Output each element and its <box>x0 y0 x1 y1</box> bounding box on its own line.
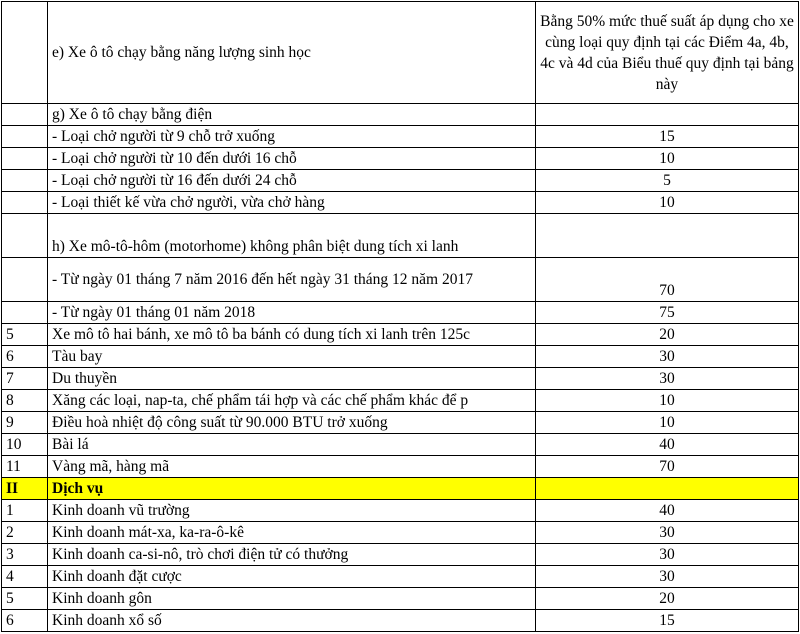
row-rate: 75 <box>536 302 799 324</box>
row-rate: 5 <box>536 170 799 192</box>
row-rate: 20 <box>536 324 799 346</box>
row-number: 2 <box>2 522 48 544</box>
row-description: e) Xe ô tô chạy bằng năng lượng sinh học <box>48 2 536 104</box>
row-rate: 40 <box>536 434 799 456</box>
row-rate: 30 <box>536 566 799 588</box>
row-rate: 10 <box>536 192 799 214</box>
row-description: - Loại chở người từ 16 đến dưới 24 chỗ <box>48 170 536 192</box>
row-description: g) Xe ô tô chạy bằng điện <box>48 104 536 126</box>
row-rate: 30 <box>536 522 799 544</box>
row-number: 1 <box>2 500 48 522</box>
tax-rate-table <box>1 1 799 632</box>
row-description: Điều hoà nhiệt độ công suất từ 90.000 BTU trở xuống <box>48 412 536 434</box>
row-number <box>2 126 48 148</box>
table-row <box>2 214 799 258</box>
row-rate: 10 <box>536 148 799 170</box>
row-rate: 10 <box>536 412 799 434</box>
row-rate: 15 <box>536 126 799 148</box>
row-description: - Từ ngày 01 tháng 7 năm 2016 đến hết ngày 31 tháng 12 năm 2017 <box>48 258 536 302</box>
row-number: 8 <box>2 390 48 412</box>
row-number <box>2 148 48 170</box>
row-description: Kinh doanh gôn <box>48 588 536 610</box>
table-row <box>2 2 799 104</box>
row-description: Kinh doanh đặt cược <box>48 566 536 588</box>
table-row <box>2 302 799 324</box>
row-number <box>2 258 48 302</box>
table-row <box>2 258 799 302</box>
row-description: - Loại chở người từ 10 đến dưới 16 chỗ <box>48 148 536 170</box>
row-description: Kinh doanh mát-xa, ka-ra-ô-kê <box>48 522 536 544</box>
row-number <box>2 214 48 258</box>
row-description: Kinh doanh ca-si-nô, trò chơi điện tử có thưởng <box>48 544 536 566</box>
row-description: - Loại thiết kế vừa chở người, vừa chở hàng <box>48 192 536 214</box>
row-rate: 30 <box>536 544 799 566</box>
row-description: Du thuyền <box>48 368 536 390</box>
row-rate: 10 <box>536 390 799 412</box>
row-description: Tàu bay <box>48 346 536 368</box>
table-row <box>2 126 799 148</box>
row-number <box>2 170 48 192</box>
table-row <box>2 324 799 346</box>
row-rate: 70 <box>536 258 799 302</box>
row-description: Kinh doanh xổ số <box>48 610 536 632</box>
table-row <box>2 412 799 434</box>
table-row <box>2 148 799 170</box>
row-description: - Loại chở người từ 9 chỗ trở xuống <box>48 126 536 148</box>
row-rate: 70 <box>536 456 799 478</box>
table-row <box>2 434 799 456</box>
row-number <box>2 302 48 324</box>
row-description: Xe mô tô hai bánh, xe mô tô ba bánh có dung tích xi lanh trên 125c <box>48 324 536 346</box>
table-row <box>2 104 799 126</box>
row-rate: 15 <box>536 610 799 632</box>
row-description: - Từ ngày 01 tháng 01 năm 2018 <box>48 302 536 324</box>
row-number: 4 <box>2 566 48 588</box>
row-description: Bài lá <box>48 434 536 456</box>
table-row <box>2 390 799 412</box>
row-rate: 20 <box>536 588 799 610</box>
section-number: II <box>2 478 48 500</box>
section-header-row <box>2 478 799 500</box>
row-description: Kinh doanh vũ trường <box>48 500 536 522</box>
row-number: 11 <box>2 456 48 478</box>
row-rate: 30 <box>536 368 799 390</box>
row-rate <box>536 104 799 126</box>
table-row <box>2 170 799 192</box>
table-row <box>2 544 799 566</box>
row-description: h) Xe mô-tô-hôm (motorhome) không phân biệt dung tích xi lanh <box>48 214 536 258</box>
table-row <box>2 566 799 588</box>
row-rate: 40 <box>536 500 799 522</box>
row-number <box>2 192 48 214</box>
row-rate <box>536 214 799 258</box>
section-rate <box>536 478 799 500</box>
table-row <box>2 192 799 214</box>
row-number: 6 <box>2 346 48 368</box>
row-number: 3 <box>2 544 48 566</box>
table-row <box>2 610 799 632</box>
row-rate: 30 <box>536 346 799 368</box>
table-row <box>2 456 799 478</box>
table-row <box>2 368 799 390</box>
table-row <box>2 346 799 368</box>
table-row <box>2 500 799 522</box>
row-number: 6 <box>2 610 48 632</box>
row-description: Xăng các loại, nap-ta, chế phẩm tái hợp và các chế phẩm khác để p <box>48 390 536 412</box>
row-number <box>2 2 48 104</box>
table-row <box>2 588 799 610</box>
table-row <box>2 522 799 544</box>
row-number: 5 <box>2 588 48 610</box>
row-description: Vàng mã, hàng mã <box>48 456 536 478</box>
row-number: 9 <box>2 412 48 434</box>
row-number: 10 <box>2 434 48 456</box>
section-title: Dịch vụ <box>48 478 536 500</box>
row-number <box>2 104 48 126</box>
row-rate: Bằng 50% mức thuế suất áp dụng cho xe cùng loại quy định tại các Điểm 4a, 4b, 4c và 4d của Biểu thuế quy định tại bảng này <box>536 2 799 104</box>
row-number: 7 <box>2 368 48 390</box>
row-number: 5 <box>2 324 48 346</box>
